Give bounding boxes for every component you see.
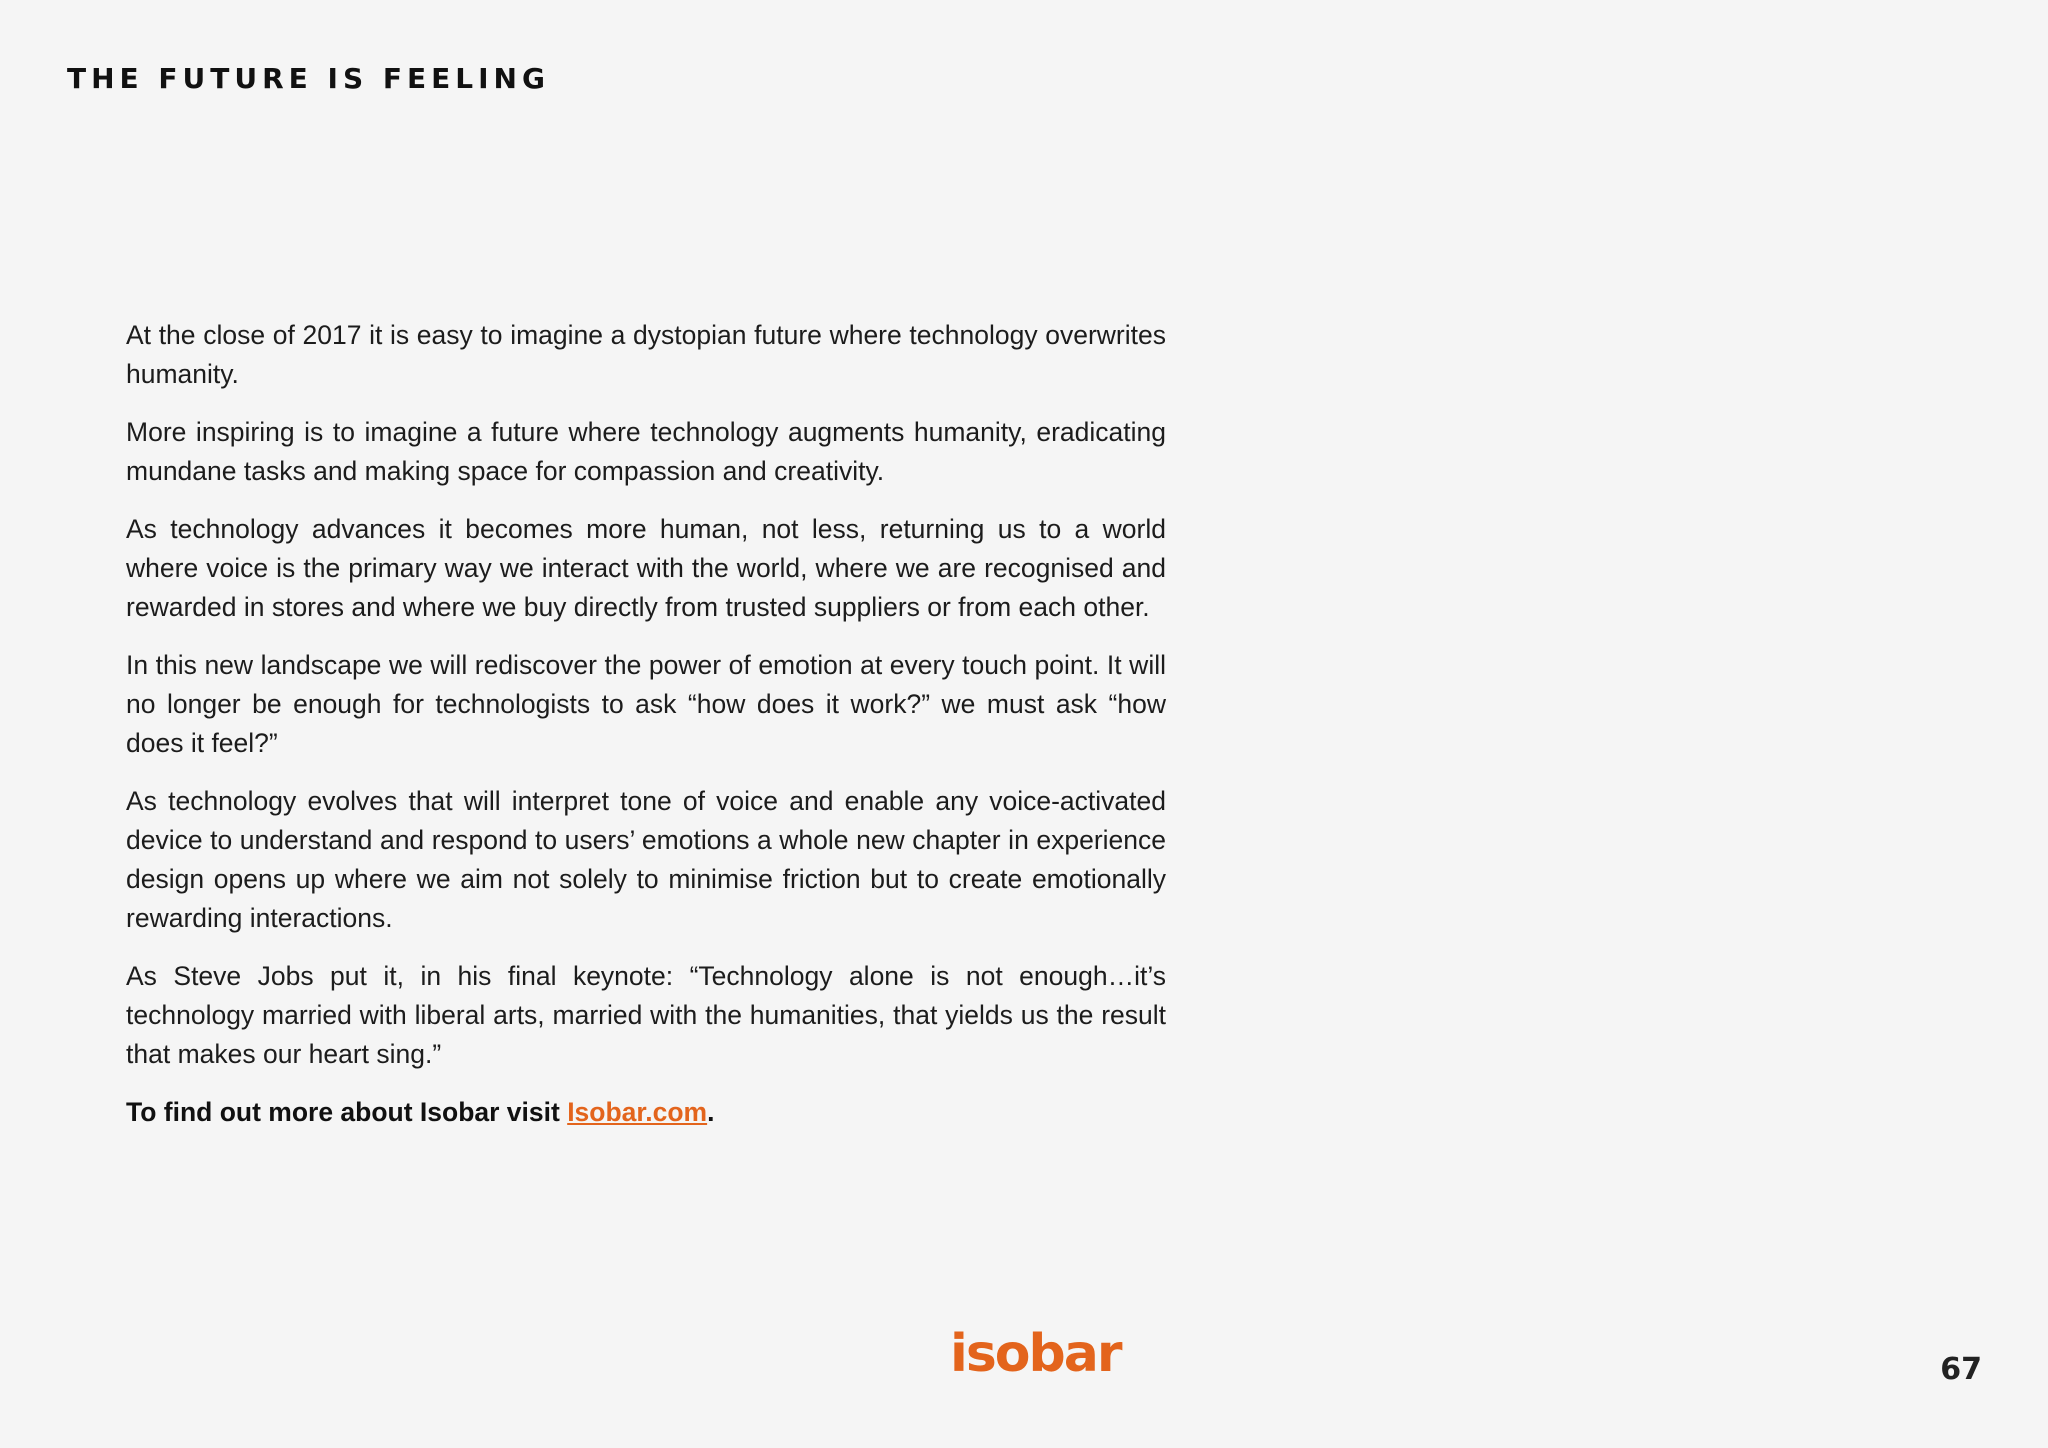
paragraph-3: As technology advances it becomes more human, not less, returning us to a world where voice is the primary way we interact with the world, where we are recognised and rewarded in stores and where we buy directly from trusted suppliers or from each other. <box>126 514 1166 622</box>
cta-suffix: . <box>707 1097 715 1127</box>
paragraph-4: In this new landscape we will rediscover the power of emotion at every touch point. It will no longer be enough for technologists to ask “how does it work?” we must ask “how does it feel?” <box>126 650 1166 758</box>
paragraph-6: As Steve Jobs put it, in his final keynote: “Technology alone is not enough…it’s technology married with liberal arts, married with the humanities, that yields us the result that makes our heart sing.” <box>126 961 1166 1069</box>
paragraph-5: As technology evolves that will interpret tone of voice and enable any voice-activated device to understand and respond to users’ emotions a whole new chapter in experience design opens up where we aim not solely to minimise friction but to create emotionally rewarding interactions. <box>126 786 1166 933</box>
article-body <box>126 316 1166 1151</box>
isobar-link[interactable]: Isobar.com <box>567 1097 708 1127</box>
paragraph-1: At the close of 2017 it is easy to imagine a dystopian future where technology overwrites humanity. <box>126 320 1166 389</box>
page-number: 67 <box>1940 1352 1982 1387</box>
cta-line <box>126 1093 1166 1132</box>
cta-prefix: To find out more about Isobar visit <box>126 1097 568 1127</box>
paragraph-2: More inspiring is to imagine a future where technology augments humanity, eradicating mundane tasks and making space for compassion and creativity. <box>126 417 1166 486</box>
page-title: THE FUTURE IS FEELING <box>67 62 550 95</box>
isobar-logo: isobar <box>950 1324 1121 1384</box>
